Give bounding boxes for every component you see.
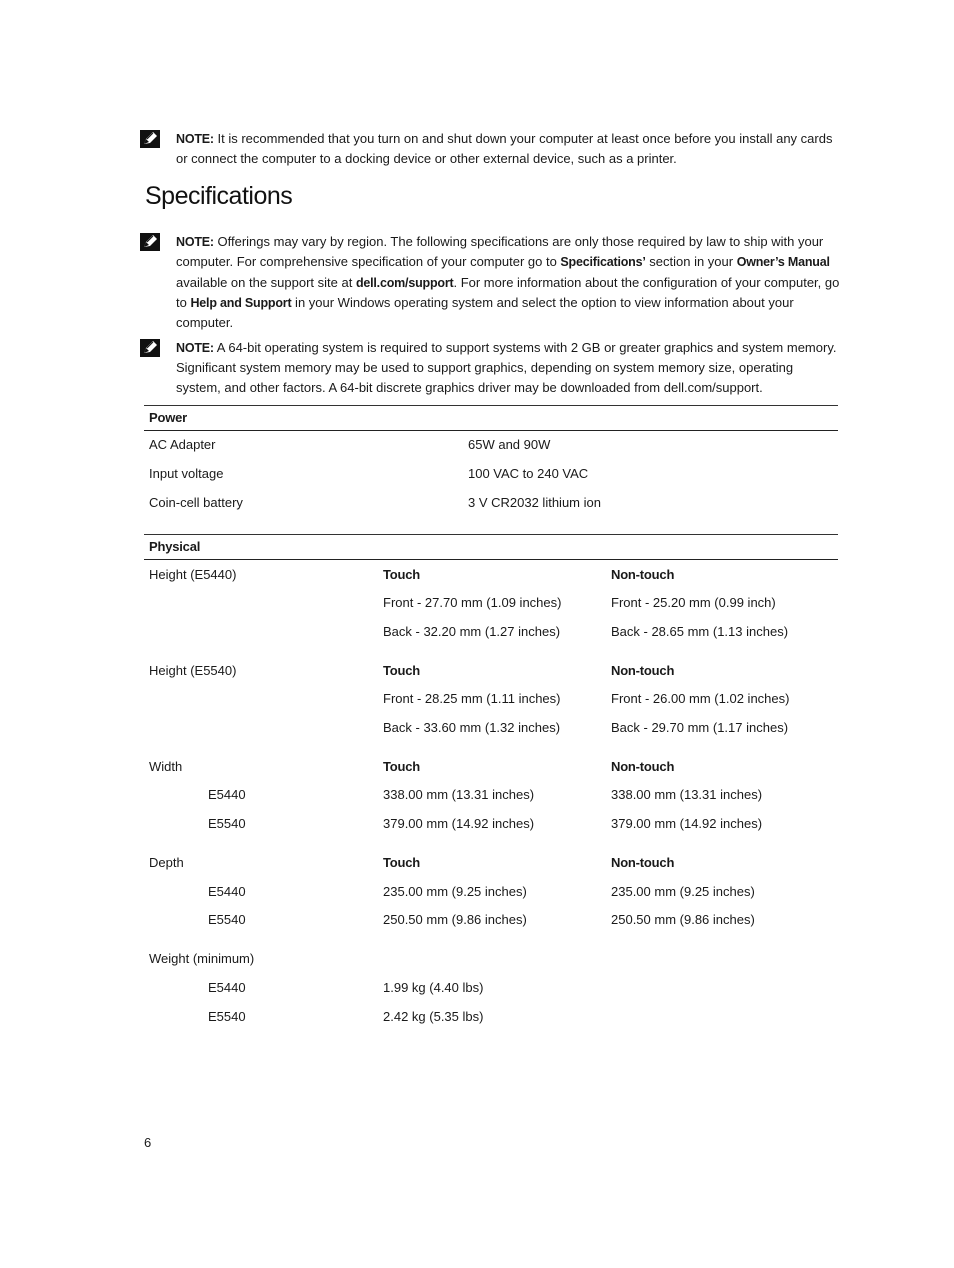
physical-row xyxy=(0,910,954,930)
note-run: It is recommended that you turn on and shut down your computer at least once before you install any cards or connect the computer to a docking device or other external device, such as a printer. xyxy=(176,131,833,167)
physical-row xyxy=(0,882,954,902)
physical-row xyxy=(0,853,954,873)
page-number: 6 xyxy=(144,1135,152,1150)
power-label: AC Adapter xyxy=(149,437,216,452)
note-label: NOTE: xyxy=(176,235,214,249)
power-row xyxy=(0,435,954,455)
note-text xyxy=(176,129,840,169)
note-run: section in your xyxy=(645,254,737,270)
physical-row xyxy=(0,622,954,642)
pencil-note-icon xyxy=(140,130,160,148)
physical-nontouch-value: Non-touch xyxy=(611,567,675,582)
note-emphasis: Owner’s Manual xyxy=(736,255,830,270)
physical-label: Height (E5540) xyxy=(149,663,237,678)
physical-row xyxy=(0,718,954,738)
physical-touch-value: 338.00 mm (13.31 inches) xyxy=(383,787,535,802)
physical-nontouch-value: 250.50 mm (9.86 inches) xyxy=(611,912,755,927)
power-label: Input voltage xyxy=(149,466,224,481)
physical-nontouch-value: Back - 28.65 mm (1.13 inches) xyxy=(611,624,789,639)
physical-model: E5440 xyxy=(208,787,246,802)
physical-row xyxy=(0,814,954,834)
physical-touch-value: Touch xyxy=(383,567,421,582)
physical-touch-value: Touch xyxy=(383,663,421,678)
physical-label: Weight (minimum) xyxy=(149,951,255,966)
power-value: 100 VAC to 240 VAC xyxy=(468,466,589,481)
note-recommend-turn-on xyxy=(140,129,840,169)
pencil-note-icon xyxy=(140,339,160,357)
physical-touch-value: 235.00 mm (9.25 inches) xyxy=(383,884,527,899)
physical-nontouch-value: Non-touch xyxy=(611,759,675,774)
note-64bit xyxy=(140,338,840,397)
physical-row xyxy=(0,1007,954,1027)
physical-row xyxy=(0,593,954,613)
power-row xyxy=(0,493,954,513)
physical-model: E5440 xyxy=(208,980,246,995)
physical-model: E5440 xyxy=(208,884,246,899)
physical-nontouch-value: Non-touch xyxy=(611,663,675,678)
physical-touch-value: Back - 32.20 mm (1.27 inches) xyxy=(383,624,561,639)
physical-model: E5540 xyxy=(208,1009,246,1024)
physical-nontouch-value: Back - 29.70 mm (1.17 inches) xyxy=(611,720,789,735)
physical-label: Height (E5440) xyxy=(149,567,237,582)
physical-table xyxy=(144,534,838,560)
physical-touch-value: 250.50 mm (9.86 inches) xyxy=(383,912,527,927)
pencil-note-icon xyxy=(140,233,160,251)
physical-row xyxy=(0,661,954,681)
note-emphasis: Help and Support xyxy=(190,295,292,310)
physical-touch-value: 1.99 kg (4.40 lbs) xyxy=(383,980,484,995)
physical-label: Depth xyxy=(149,855,184,870)
physical-touch-value: Touch xyxy=(383,855,421,870)
note-emphasis: dell.com/support xyxy=(355,275,454,290)
power-table-header: Power xyxy=(144,405,838,431)
physical-nontouch-value: Front - 26.00 mm (1.02 inches) xyxy=(611,691,790,706)
physical-touch-value: Back - 33.60 mm (1.32 inches) xyxy=(383,720,561,735)
note-run: in your Windows operating system and select the option to view information about your computer. xyxy=(176,294,794,331)
physical-row xyxy=(0,785,954,805)
power-value: 3 V CR2032 lithium ion xyxy=(468,495,601,510)
note-run: . For more information about the configuration of your computer, go to xyxy=(176,274,840,310)
note-run: A 64-bit operating system is required to support systems with 2 GB or greater graphics and system memory. Significant system memory may be used to support graphics, depending on system memory size, operating system, and other factors. A 64-bit discrete graphics driver may be downloaded from dell.com/support. xyxy=(176,340,837,395)
physical-table-header: Physical xyxy=(144,534,838,560)
physical-touch-value: 379.00 mm (14.92 inches) xyxy=(383,816,535,831)
power-value: 65W and 90W xyxy=(468,437,551,452)
physical-row xyxy=(0,689,954,709)
physical-touch-value: 2.42 kg (5.35 lbs) xyxy=(383,1009,484,1024)
physical-label: Width xyxy=(149,759,183,774)
note-run: available on the support site at xyxy=(176,274,356,290)
note-label: NOTE: xyxy=(176,132,214,146)
physical-row xyxy=(0,978,954,998)
physical-model: E5540 xyxy=(208,816,246,831)
note-text xyxy=(176,232,840,332)
physical-row xyxy=(0,949,954,969)
physical-row xyxy=(0,757,954,777)
physical-touch-value: Front - 28.25 mm (1.11 inches) xyxy=(383,691,561,706)
physical-nontouch-value: 379.00 mm (14.92 inches) xyxy=(611,816,763,831)
physical-model: E5540 xyxy=(208,912,246,927)
physical-nontouch-value: 338.00 mm (13.31 inches) xyxy=(611,787,763,802)
power-table xyxy=(144,405,838,431)
note-emphasis: Specifications’ xyxy=(560,255,646,270)
note-offerings xyxy=(140,232,840,332)
physical-touch-value: Touch xyxy=(383,759,421,774)
power-label: Coin-cell battery xyxy=(149,495,243,510)
note-run: Offerings may vary by region. The following specifications are only those required by law to ship with your computer. For comprehensive specification of your computer go to xyxy=(176,234,824,270)
physical-nontouch-value: 235.00 mm (9.25 inches) xyxy=(611,884,755,899)
physical-row xyxy=(0,565,954,585)
note-text xyxy=(176,338,840,397)
note-label: NOTE: xyxy=(176,341,214,355)
power-row xyxy=(0,464,954,484)
physical-nontouch-value: Non-touch xyxy=(611,855,675,870)
physical-touch-value: Front - 27.70 mm (1.09 inches) xyxy=(383,595,562,610)
physical-nontouch-value: Front - 25.20 mm (0.99 inch) xyxy=(611,595,776,610)
page-title: Specifications xyxy=(145,182,293,210)
